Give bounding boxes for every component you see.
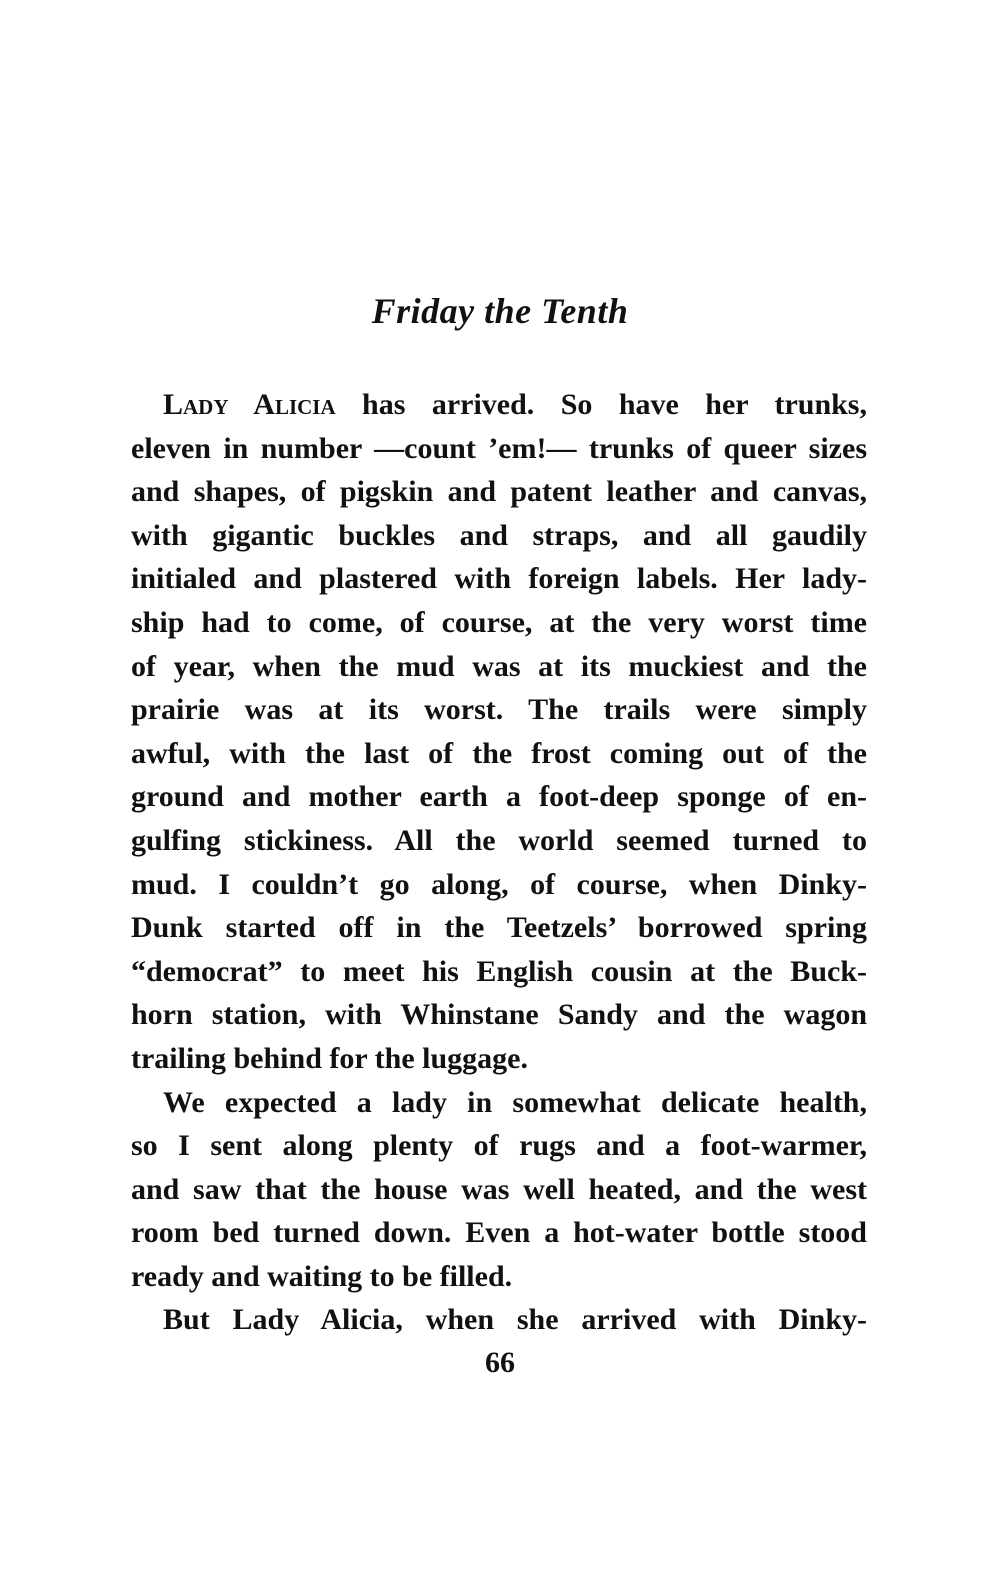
- paragraph-1-line: of year, when the mud was at its muckiest and the: [131, 649, 867, 683]
- paragraph-1-line: trailing behind for the luggage.: [131, 1041, 528, 1075]
- body-text: [131, 383, 867, 1342]
- paragraph-1-line: with gigantic buckles and straps, and all gaudily: [131, 518, 867, 552]
- chapter-title: Friday the Tenth: [371, 291, 629, 331]
- paragraph-1-line: awful, with the last of the frost coming out of the: [131, 736, 867, 770]
- paragraph-2-line: so I sent along plenty of rugs and a foot-warmer,: [131, 1129, 867, 1163]
- paragraph-1-line: ground and mother earth a foot-deep sponge of en-: [131, 780, 867, 814]
- paragraph-1-line-1: [131, 383, 867, 427]
- paragraph-1-line: ship had to come, of course, at the very worst time: [131, 605, 867, 639]
- paragraph-1-line: and shapes, of pigskin and patent leather and canvas,: [131, 475, 867, 509]
- page-number: 66: [485, 1346, 515, 1379]
- paragraph-2-line: room bed turned down. Even a hot-water bottle stood: [131, 1216, 867, 1250]
- paragraph-1-line: gulfing stickiness. All the world seemed turned to: [131, 823, 867, 857]
- paragraph-3-line: But Lady Alicia, when she arrived with Dinky-: [163, 1303, 867, 1337]
- opening-small-caps: Lady Alicia: [163, 388, 336, 421]
- opening-rest: has arrived. So have her trunks,: [335, 388, 867, 421]
- paragraph-1-line: eleven in number —count ’em!— trunks of queer sizes: [131, 431, 867, 465]
- paragraph-1-line: prairie was at its worst. The trails were simply: [131, 693, 867, 727]
- paragraph-1-line: initialed and plastered with foreign labels. Her lady-: [131, 562, 867, 596]
- paragraph-1-line: horn station, with Whinstane Sandy and the wagon: [131, 998, 867, 1032]
- paragraph-1-line: mud. I couldn’t go along, of course, when Dinky-: [131, 867, 867, 901]
- paragraph-1-line: “democrat” to meet his English cousin at the Buck-: [131, 954, 867, 988]
- paragraph-2-line: and saw that the house was well heated, and the west: [131, 1172, 867, 1206]
- paragraph-1-line: Dunk started off in the Teetzels’ borrowed spring: [131, 911, 867, 945]
- paragraph-2-line: We expected a lady in somewhat delicate health,: [163, 1085, 867, 1119]
- paragraph-2-line: ready and waiting to be filled.: [131, 1259, 513, 1293]
